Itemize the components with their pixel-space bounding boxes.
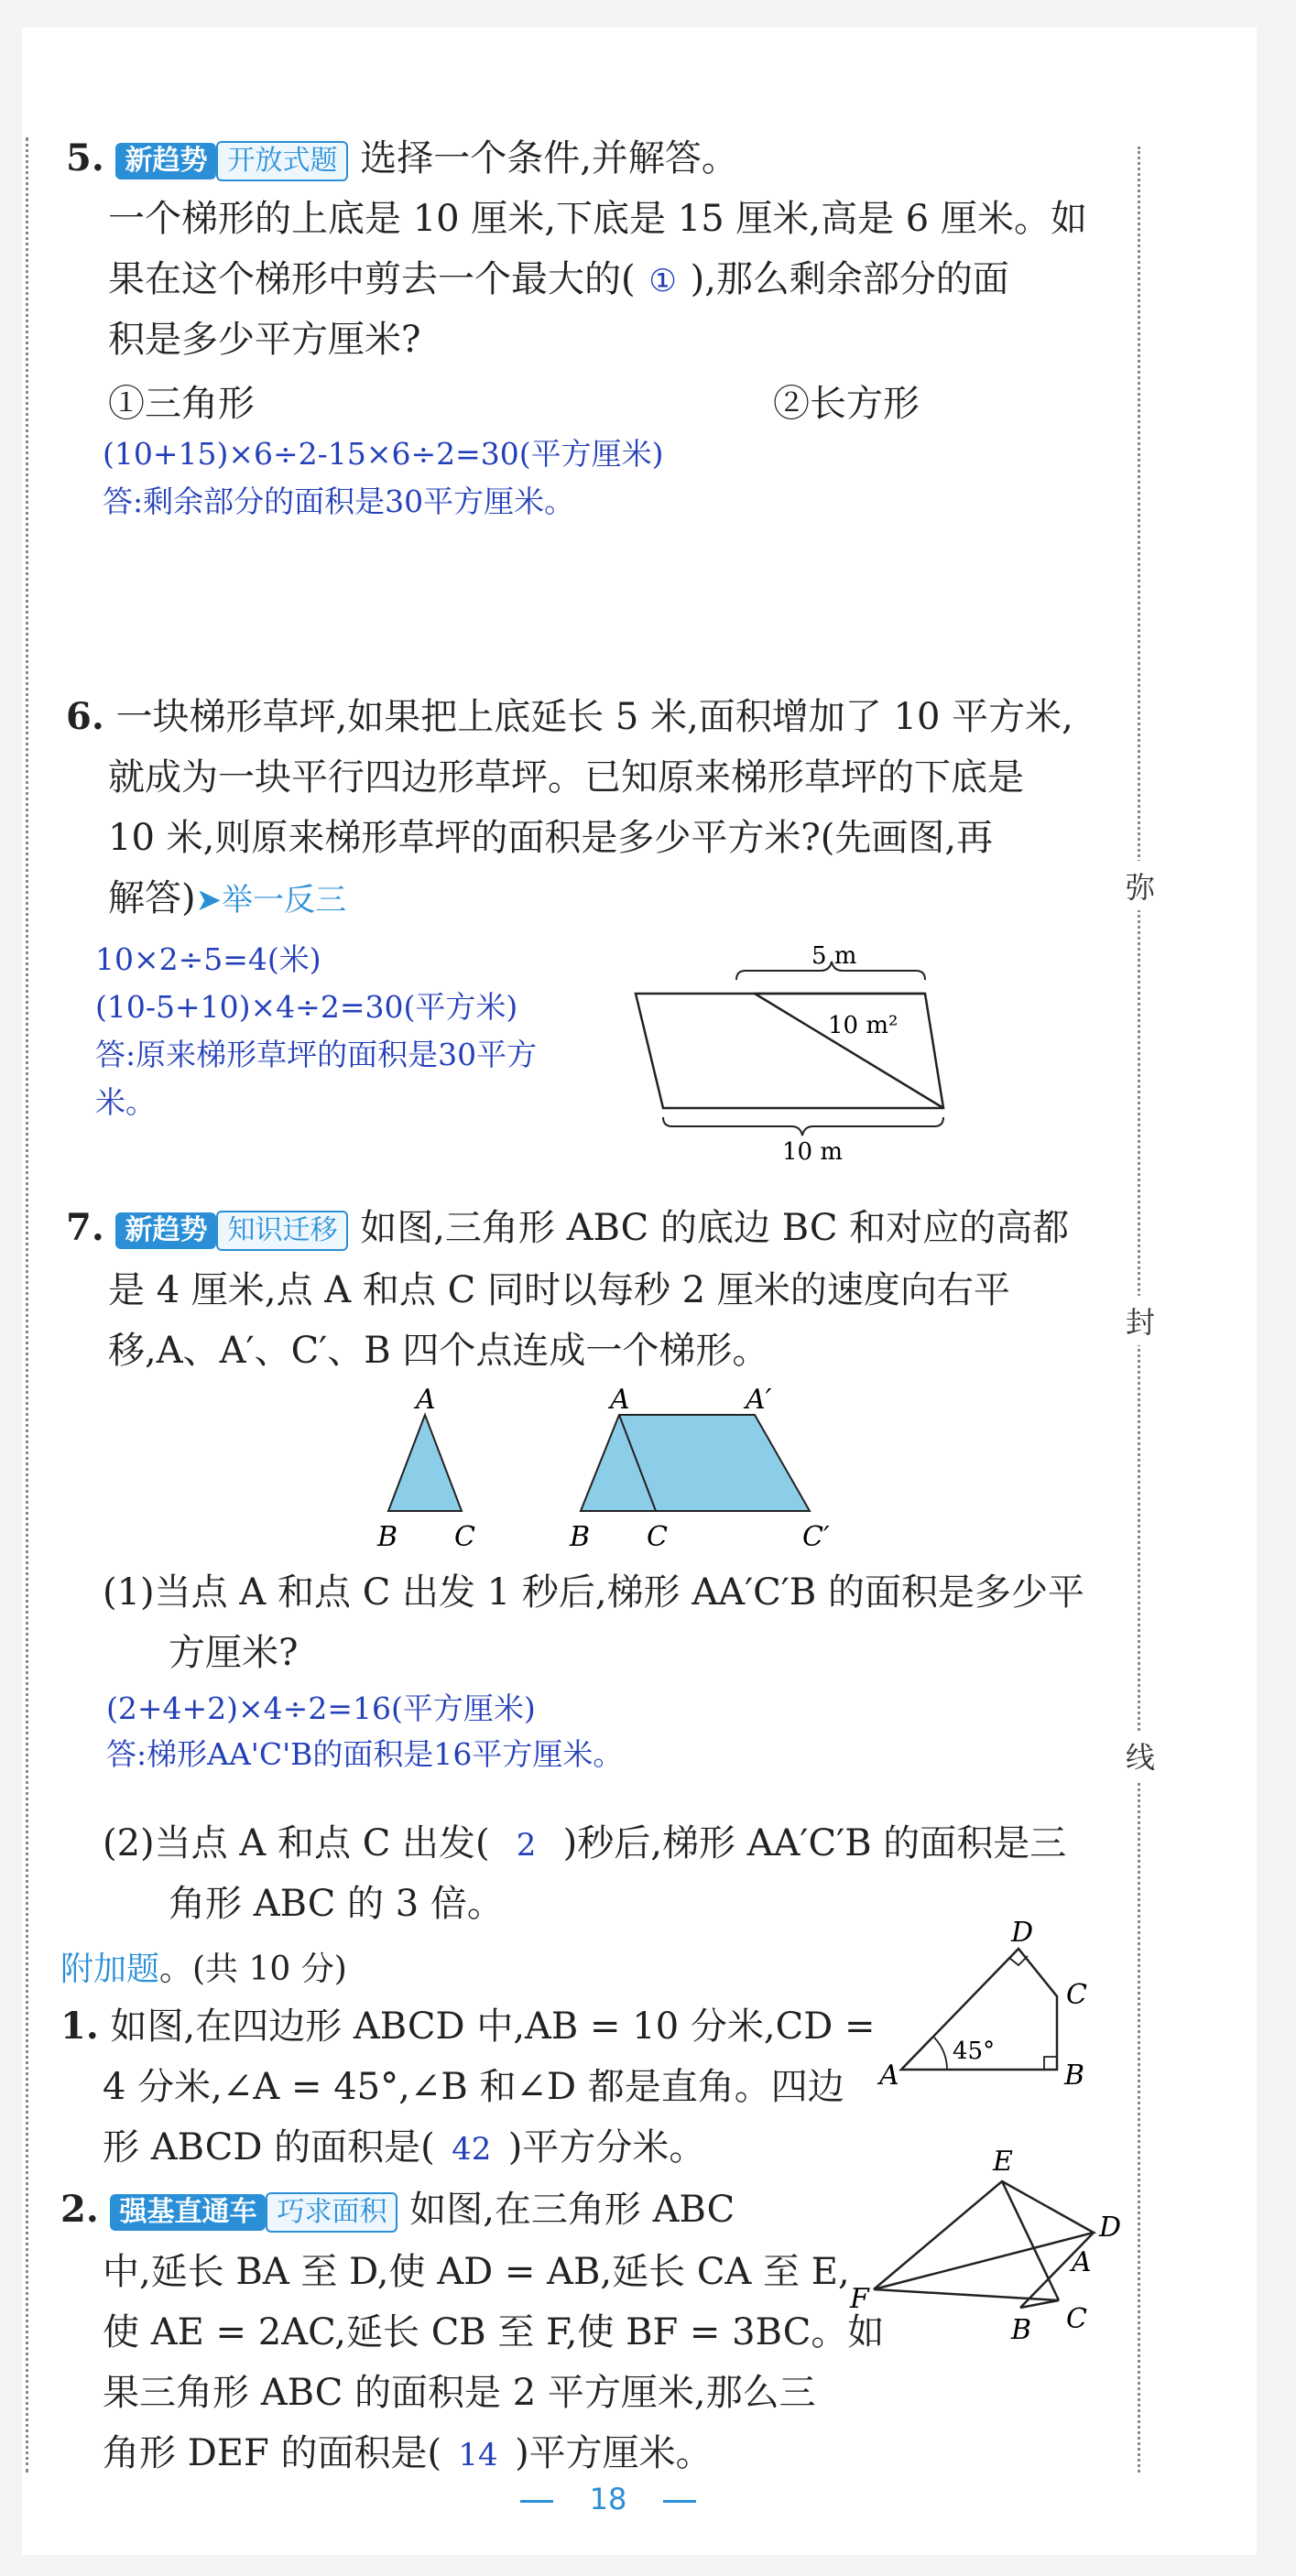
bonus1-line2: 4 分米,∠A = 45°,∠B 和∠D 都是直角。四边 — [103, 2066, 844, 2108]
q6-answer-2: (10-5+10)×4÷2=30(平方米) — [95, 989, 518, 1025]
binding-label-xian: 线 — [1126, 1731, 1155, 1780]
q6-fig-top-label: 5 m — [811, 943, 857, 970]
bonus2-fill-answer: 14 — [458, 2437, 498, 2473]
bonus1-line3: 形 ABCD 的面积是( 42 )平方分米。 — [103, 2117, 705, 2179]
svg-text:A: A — [879, 2060, 899, 2092]
svg-text:B: B — [1064, 2060, 1085, 2092]
q7-sub2-line2: 角形 ABC 的 3 倍。 — [169, 1883, 504, 1925]
q7-line2: 是 4 厘米,点 A 和点 C 同时以每秒 2 厘米的速度向右平 — [108, 1269, 1010, 1311]
q6-answer-3: 答:原来梯形草坪的面积是30平方 — [95, 1037, 538, 1072]
q7-sub1-line2: 方厘米? — [169, 1632, 299, 1674]
q7-sub1-line1: (1)当点 A 和点 C 出发 1 秒后,梯形 AA′C′B 的面积是多少平 — [103, 1571, 1084, 1614]
bonus2-number: 2. — [60, 2188, 99, 2231]
q7-number: 7. — [66, 1206, 104, 1249]
q6-parallelogram-figure — [608, 943, 975, 1163]
svg-text:C: C — [1066, 1979, 1087, 2011]
bonus-title — [60, 1938, 347, 2000]
q6-answer-4: 米。 — [95, 1084, 156, 1120]
bonus-title-label: 附加题 — [60, 1951, 160, 1988]
binding-label-mi: 弥 — [1126, 861, 1155, 910]
svg-text:C: C — [1066, 2303, 1087, 2335]
q7-sub1-answer-2: 答:梯形AA'C'B的面积是16平方厘米。 — [106, 1736, 624, 1772]
q7-sub1-answer-1: (2+4+2)×4÷2=16(平方厘米) — [106, 1690, 536, 1726]
q6-line1: 6. 一块梯形草坪,如果把上底延长 5 米,面积增加了 10 平方米, — [66, 695, 1073, 738]
bonus1-quadrilateral-figure — [874, 1914, 1139, 2106]
q6-fig-area-label: 10 m² — [828, 1012, 898, 1039]
q5-header — [66, 128, 738, 189]
page-number: 18 — [589, 2482, 627, 2516]
bonus1-fill-answer: 42 — [452, 2131, 492, 2168]
workbook-page — [22, 27, 1257, 2555]
bonus1-line1: 1. 如图,在四边形 ABCD 中,AB = 10 分米,CD = — [60, 2005, 876, 2048]
svg-text:C: C — [454, 1521, 475, 1553]
svg-text:D: D — [1099, 2212, 1122, 2244]
q5-line1: 一个梯形的上底是 10 厘米,下底是 15 厘米,高是 6 厘米。如 — [108, 198, 1087, 240]
footer-dash-left — [520, 2500, 553, 2503]
svg-text:45°: 45° — [953, 2038, 996, 2065]
bonus2-line5: 角形 DEF 的面积是( 14 )平方厘米。 — [103, 2423, 713, 2485]
q5-line2: 果在这个梯形中剪去一个最大的( ① ),那么剩余部分的面 — [108, 249, 1009, 311]
bonus2-line4: 果三角形 ABC 的面积是 2 平方厘米,那么三 — [103, 2372, 816, 2414]
q6-line4: 解答)➤举一反三 — [108, 877, 347, 919]
svg-text:C: C — [647, 1521, 668, 1553]
svg-text:C′: C′ — [802, 1521, 830, 1553]
q5-lead: 选择一个条件,并解答。 — [360, 137, 738, 179]
svg-text:B: B — [1011, 2314, 1032, 2346]
q5-answer-text: 答:剩余部分的面积是30平方厘米。 — [103, 484, 575, 519]
q6-related-link[interactable]: ➤举一反三 — [195, 882, 347, 918]
bonus-score: 。(共 10 分) — [159, 1951, 347, 1988]
svg-text:B: B — [570, 1521, 591, 1553]
q7-tag-new-trend: 新趋势 — [115, 1212, 216, 1249]
q7-sub2-fill-answer: 2 — [516, 1827, 537, 1864]
svg-text:A′: A′ — [746, 1384, 772, 1416]
footer-dash-right — [663, 2500, 696, 2503]
q5-option-rectangle: ②长方形 — [773, 383, 920, 425]
binding-label-feng: 封 — [1126, 1296, 1155, 1345]
bonus2-tag-area: 巧求面积 — [266, 2192, 398, 2233]
page-footer — [489, 2482, 727, 2516]
q7-triangle-trapezoid-figure — [370, 1383, 846, 1557]
bonus2-line3: 使 AE = 2AC,延长 CB 至 F,使 BF = 3BC。如 — [103, 2311, 885, 2353]
svg-text:E: E — [993, 2146, 1013, 2178]
q5-number: 5. — [66, 136, 104, 179]
q6-line3: 10 米,则原来梯形草坪的面积是多少平方米?(先画图,再 — [108, 817, 994, 859]
q5-option-triangle: ①三角形 — [108, 383, 255, 425]
q6-fig-bottom-label: 10 m — [782, 1138, 844, 1163]
q5-line3: 积是多少平方厘米? — [108, 319, 421, 361]
svg-text:F: F — [850, 2283, 869, 2315]
bonus2-tag-foundation: 强基直通车 — [110, 2194, 266, 2231]
q7-sub2-line1: (2)当点 A 和点 C 出发( 2 )秒后,梯形 AA′C′B 的面积是三 — [103, 1813, 1066, 1875]
q6-answer-1: 10×2÷5=4(米) — [95, 941, 321, 977]
bonus2-triangle-figure — [846, 2134, 1130, 2363]
bonus2-line2: 中,延长 BA 至 D,使 AD = AB,延长 CA 至 E, — [103, 2251, 850, 2293]
q7-tag-knowledge: 知识迁移 — [216, 1211, 348, 1251]
q7-line3: 移,A、A′、C′、B 四个点连成一个梯形。 — [108, 1330, 769, 1372]
svg-text:B: B — [377, 1521, 398, 1553]
q5-answer-formula: (10+15)×6÷2-15×6÷2=30(平方厘米) — [103, 436, 664, 472]
q5-fill-answer: ① — [648, 263, 677, 299]
svg-text:A: A — [610, 1384, 630, 1416]
q5-tag-new-trend: 新趋势 — [115, 143, 216, 179]
q6-number: 6. — [66, 695, 104, 738]
bonus1-number: 1. — [60, 2005, 99, 2048]
q5-tag-open: 开放式题 — [216, 141, 348, 181]
q6-line2: 就成为一块平行四边形草坪。已知原来梯形草坪的下底是 — [108, 756, 1024, 799]
svg-text:A: A — [1072, 2246, 1092, 2278]
bonus2-line1: 2. 强基直通车 巧求面积 如图,在三角形 ABC — [60, 2188, 735, 2231]
svg-text:D: D — [1011, 1917, 1034, 1949]
left-margin-line — [26, 137, 28, 2473]
q7-line1: 7. 新趋势 知识迁移 如图,三角形 ABC 的底边 BC 和对应的高都 — [66, 1206, 1070, 1249]
svg-text:A: A — [416, 1384, 436, 1416]
